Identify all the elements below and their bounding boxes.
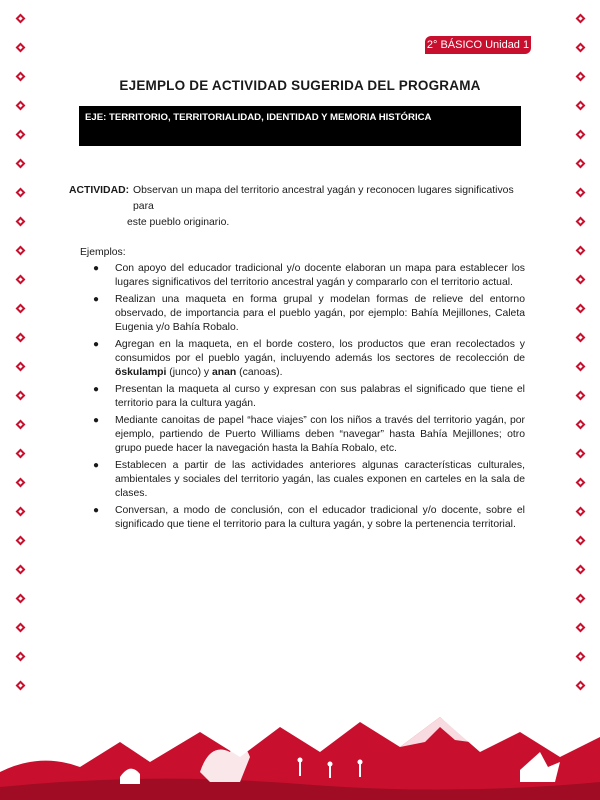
diamond-ornament-icon [577,160,584,169]
diamond-ornament-icon [577,479,584,488]
list-item-text: Presentan la maqueta al curso y expresan con sus palabras el significado que tiene el territorio para la cultura yagán. [115,384,525,409]
diamond-ornament-icon [577,566,584,575]
list-item [80,262,525,290]
diamond-ornament-icon [17,305,24,314]
list-item [80,383,525,411]
list-item-text: Realizan una maqueta en forma grupal y modelan formas de relieve del entorno observado, de importancia para el pueblo yagán, por ejemplo: Bahía Mejillones, Caleta Eugenia y/o Bahía Robalo. [115,294,525,333]
bullet-icon: ● [93,460,100,471]
eje-banner [79,106,521,146]
diamond-ornament-icon [577,131,584,140]
diamond-ornament-icon [17,566,24,575]
diamond-ornament-icon [577,189,584,198]
diamond-ornament-icon [17,160,24,169]
examples-list [80,262,525,532]
diamond-ornament-icon [17,247,24,256]
diamond-ornament-icon [577,102,584,111]
list-item-text: Mediante canoitas de papel “hace viajes” con los niños a través del territorio yagán, por ejemplo, partiendo de Puerto Williams deben “navegar” hasta Bahía Mejillones; otro grupo puede hacer la navegación hasta la Bahía Robalo, etc. [115,415,525,454]
diamond-ornament-icon [17,421,24,430]
diamond-ornament-icon [577,508,584,517]
diamond-ornament-icon [17,334,24,343]
list-item-text-middle: (junco) y [166,367,213,378]
bullet-icon: ● [93,294,100,305]
diamond-ornament-icon [577,218,584,227]
right-border-pattern [568,0,592,800]
diamond-ornament-icon [17,44,24,53]
list-item-text: Conversan, a modo de conclusión, con el educador tradicional y/o docente, sobre el significado que tiene el territorio para la cultura yagán, y sobre la pertenencia territorial. [115,505,525,530]
diamond-ornament-icon [17,276,24,285]
diamond-ornament-icon [577,682,584,691]
diamond-ornament-icon [17,595,24,604]
grade-unit-label: 2° BÁSICO Unidad 1 [426,39,530,51]
diamond-ornament-icon [17,363,24,372]
diamond-ornament-icon [17,73,24,82]
diamond-ornament-icon [577,624,584,633]
diamond-ornament-icon [577,392,584,401]
list-item [80,504,525,532]
term-anan: anan [212,367,237,378]
list-item [80,459,525,501]
diamond-ornament-icon [577,334,584,343]
list-item [80,293,525,335]
left-border-pattern [8,0,32,800]
diamond-ornament-icon [577,276,584,285]
diamond-ornament-icon [17,102,24,111]
activity-text-line2: este pueblo originario. [127,217,230,228]
examples-label: Ejemplos: [80,247,126,258]
list-item-text: Con apoyo del educador tradicional y/o docente elaboran un mapa para establecer los lugares significativos del territorio ancestral yagán y compararlo con el territorio actual. [115,263,525,288]
activity-section [69,183,529,231]
diamond-ornament-icon [17,508,24,517]
activity-label: ACTIVIDAD: [69,185,130,196]
diamond-ornament-icon [17,131,24,140]
diamond-ornament-icon [577,450,584,459]
diamond-ornament-icon [17,450,24,459]
examples-section [80,245,525,535]
list-item [80,414,525,456]
diamond-ornament-icon [577,44,584,53]
diamond-ornament-icon [577,363,584,372]
bullet-icon: ● [93,505,100,516]
bullet-icon: ● [93,415,100,426]
diamond-ornament-icon [577,305,584,314]
diamond-ornament-icon [577,15,584,24]
list-item-text-after: (canoas). [236,367,283,378]
page-title: EJEMPLO DE ACTIVIDAD SUGERIDA DEL PROGRAMA [119,78,481,93]
diamond-ornament-icon [17,682,24,691]
activity-text-line1: Observan un mapa del territorio ancestral yagán y reconocen lugares significativos para [133,185,514,212]
diamond-ornament-icon [577,73,584,82]
diamond-ornament-icon [17,624,24,633]
diamond-ornament-icon [17,218,24,227]
diamond-ornament-icon [17,189,24,198]
bullet-icon: ● [93,263,100,274]
list-item-text-before: Agregan en la maqueta, en el borde costero, los productos que eran recolectados y consumidos por el pueblo yagán, incluyendo además los sectores de recolección de [115,339,525,364]
bullet-icon: ● [93,384,100,395]
diamond-ornament-icon [17,392,24,401]
diamond-ornament-icon [577,247,584,256]
grade-unit-badge [425,36,531,54]
eje-label: EJE: TERRITORIO, TERRITORIALIDAD, IDENTIDAD Y MEMORIA HISTÓRICA [85,112,432,123]
diamond-ornament-icon [577,595,584,604]
diamond-ornament-icon [17,15,24,24]
diamond-ornament-icon [577,421,584,430]
footer-landscape-illustration [0,712,600,800]
diamond-ornament-icon [577,653,584,662]
diamond-ornament-icon [17,479,24,488]
list-item-text: Establecen a partir de las actividades anteriores algunas características culturales, ambientales y sociales del territorio yagán, las cuales exponen en carteles en la sala de clases. [115,460,525,499]
bullet-icon: ● [93,339,100,350]
diamond-ornament-icon [577,537,584,546]
diamond-ornament-icon [17,537,24,546]
term-oskulampi: öskulampi [115,367,167,378]
list-item [80,338,525,380]
diamond-ornament-icon [17,653,24,662]
